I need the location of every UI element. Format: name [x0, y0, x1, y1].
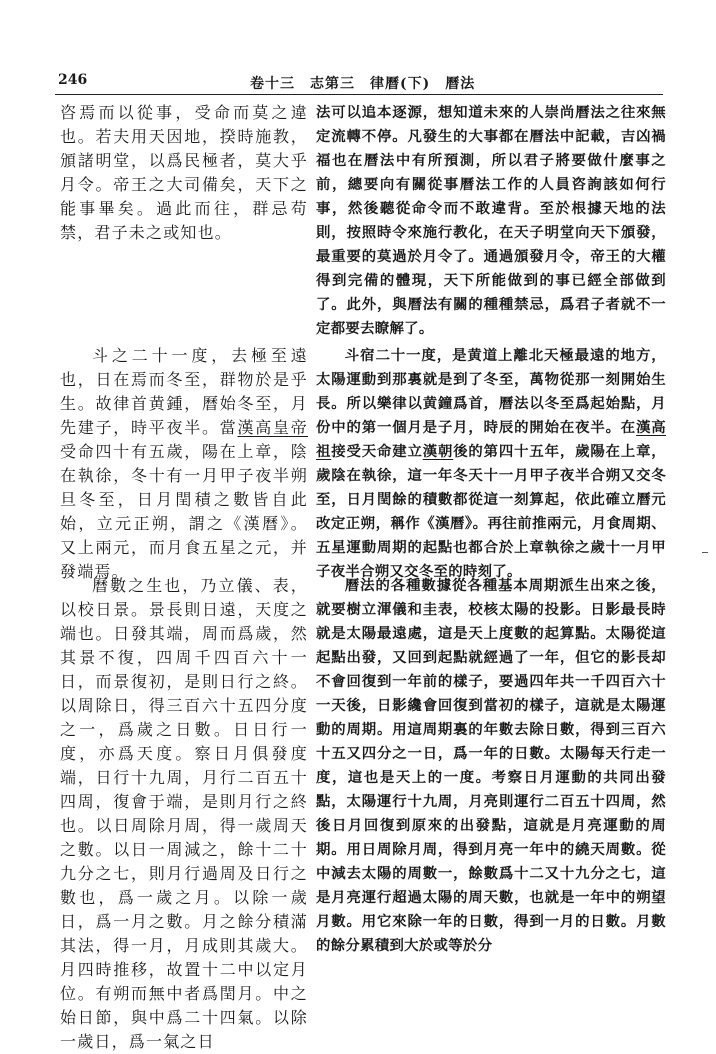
- page-number: 246: [58, 72, 88, 88]
- original-paragraph-2: [60, 344, 308, 584]
- original-proper-noun-han-gaodi: 漢高皇帝: [237, 418, 308, 437]
- original-paragraph-1: 咨焉而以從事，受命而莫之違也。若夫用天因地，揆時施教，頒諸明堂，以爲民極者，莫大乎月令。帝王之大司備矣，天下之能事畢矣。過此而往，群忌苟禁，君子未之或知也。: [60, 103, 308, 242]
- original-paragraph-3: 曆數之生也，乃立儀、表，以校日景。景長則日遠，天度之端也。日發其端，周而爲歲，然其景不復，四周千四百六十一日，而景復初，是則日行之終。以周除日，得三百六十五四分度之一，爲歲之日數。日日行一度，亦爲天度。察日月俱發度端，日行十九周，月行二百五十四周，復會于端，是則月行之終也。以日周除月周，得一歲周天之數。以日一周減之，餘十二十九分之七，則月行過周及日行之數也，爲一歲之月。以除一歲日，爲一月之數。月之餘分積滿其法，得一月，月成則其歲大。月四時推移，故置十二中以定月位。有朔而無中者爲閏月。中之始日節，與中爲二十四氣。以除一歲日，爲一氣之日: [60, 576, 308, 1051]
- translation-paragraph-2-text-b: 接受天命建立: [331, 443, 423, 460]
- header-rule: [55, 94, 663, 95]
- translation-proper-noun-han-dynasty: 漢朝: [422, 443, 454, 460]
- translation-proper-noun-han-gaozu: 漢高祖: [316, 419, 666, 460]
- translation-paragraph-3: 曆法的各種數據從各種基本周期派生出來之後，就要樹立渾儀和圭表，校核太陽的投影。日影最長時就是太陽最遠處，這是天上度數的起算點。太陽從這起點出發，又回到起點就經過了一年，但它的影長却不會回復到一年前的樣子，要過四年共一千四百六十一天後，日影纔會回復到當初的樣子，這就是太陽運動的周期。用這周期裏的年數去除日數，得到三百六十五又四分之一日，爲一年的日數。太陽每天行走一度，這也是天上的一度。考察日月運動的共同出發點，太陽運行十九周，月亮則運行二百五十四周，然後日月回復到原來的出發點，這就是月亮運動的周期。用日周除月周，得到月亮一年中的繞天周數。從中減去太陽的周數一，餘數爲十二又十九分之七，這是月亮運行超過太陽的周天數，也就是一年中的朔望月數。用它來除一年的日數，得到一月的日數。月數的餘分累積到大於或等於分: [316, 577, 666, 954]
- original-paragraph-2-text-b: 受命四十有五歲，陽在上章，陰在執徐，冬十有一月甲子夜半朔旦冬至，日月閏積之數皆自此始，立元正朔，謂之《漢曆》。又上兩元，而月食五星之元，并發端焉。: [60, 442, 308, 581]
- page-header: [0, 72, 716, 94]
- running-head: 卷十三 志第三 律曆(下) 曆法: [250, 76, 476, 92]
- translation-paragraph-2-text-a: 斗宿二十一度，是黄道上離北天極最遠的地方，太陽運動到那裏就是到了冬至，萬物從那一刻開始生長。所以樂律以黄鐘爲首，曆法以冬至爲起始點，月份中的第一個月是子月，時辰的開始在夜半。在: [316, 347, 666, 436]
- margin-mark: [702, 552, 708, 553]
- original-paragraph-2-text-a: 斗之二十一度，去極至遠也，日在焉而冬至，群物於是乎生。故律首黄鍾，曆始冬至，月先建子，時平夜半。當: [60, 346, 308, 437]
- translation-paragraph-2: [316, 344, 666, 584]
- translation-paragraph-1: 法可以追本逐源，想知道未來的人崇尚曆法之往來無定流轉不停。凡發生的大事都在曆法中記載，吉凶禍福也在曆法中有所預測，所以君子將要做什麼事之前，總要向有關從事曆法工作的人員咨詢該如何行事，然後聽從命令而不敢違背。至於根據天地的法則，按照時令來施行教化，在天子明堂向天下頒發，最重要的莫過於月令了。通過頒發月令，帝王的大權得到完備的體現，天下所能做到的事已經全部做到了。此外，與曆法有關的種種禁忌，爲君子者就不一定都要去瞭解了。: [316, 104, 666, 337]
- translation-paragraph-2-text-c: 後的第四十五年，歲陽在上章，歲陰在執徐，這一年冬天十一月甲子夜半合朔又交冬至，日月閏餘的積數都從這一刻算起，依此確立曆元改定正朔，稱作《漢曆》。再往前推兩元，月食周期、五星運動周期的起點也都合於上章執徐之歲十一月甲子夜半合朔又交冬至的時刻了。: [316, 443, 666, 580]
